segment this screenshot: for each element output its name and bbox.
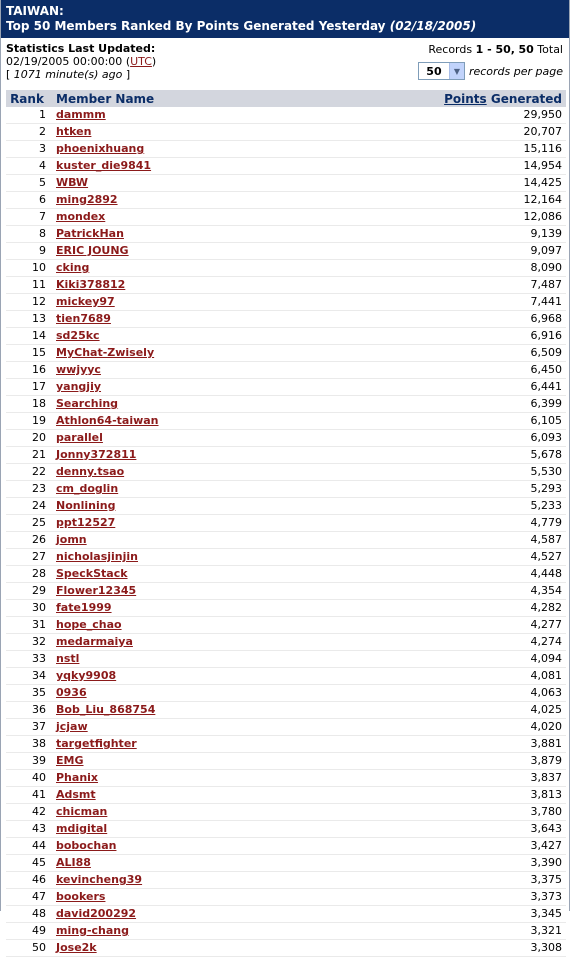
member-link[interactable]: Athlon64-taiwan [56, 414, 159, 427]
member-link[interactable]: parallel [56, 431, 103, 444]
table-row [6, 736, 566, 753]
member-link[interactable]: Flower12345 [56, 584, 137, 597]
rank-cell: 29 [6, 583, 48, 600]
member-cell [48, 923, 294, 940]
points-cell: 3,308 [294, 940, 566, 957]
table-row [6, 158, 566, 175]
member-cell [48, 362, 294, 379]
member-link[interactable]: dammm [56, 108, 106, 121]
member-link[interactable]: jomn [56, 533, 87, 546]
member-cell [48, 192, 294, 209]
table-row [6, 872, 566, 889]
member-cell [48, 600, 294, 617]
rank-cell: 6 [6, 192, 48, 209]
member-link[interactable]: nicholasjinjin [56, 550, 138, 563]
table-row [6, 226, 566, 243]
member-link[interactable]: mickey97 [56, 295, 115, 308]
points-cell: 6,093 [294, 430, 566, 447]
member-cell [48, 617, 294, 634]
table-row [6, 447, 566, 464]
table-row [6, 141, 566, 158]
records-total: 50 [518, 43, 534, 56]
per-page-value: 50 [426, 64, 442, 78]
member-link[interactable]: 0936 [56, 686, 87, 699]
member-link[interactable]: fate1999 [56, 601, 112, 614]
points-cell: 12,086 [294, 209, 566, 226]
member-link[interactable]: Nonlining [56, 499, 116, 512]
member-cell [48, 583, 294, 600]
member-link[interactable]: phoenixhuang [56, 142, 145, 155]
member-cell [48, 753, 294, 770]
points-cell: 3,427 [294, 838, 566, 855]
rank-cell: 5 [6, 175, 48, 192]
member-cell [48, 889, 294, 906]
rank-cell: 13 [6, 311, 48, 328]
member-link[interactable]: mondex [56, 210, 106, 223]
member-link[interactable]: ppt12527 [56, 516, 116, 529]
member-link[interactable]: EMG [56, 754, 84, 767]
rank-cell: 21 [6, 447, 48, 464]
rank-cell: 38 [6, 736, 48, 753]
col-rank: Rank [6, 90, 48, 107]
points-cell: 4,587 [294, 532, 566, 549]
stats-timestamp: 02/19/2005 00:00:00 [6, 55, 123, 68]
member-cell [48, 855, 294, 872]
points-cell: 7,487 [294, 277, 566, 294]
member-link[interactable]: targetfighter [56, 737, 137, 750]
tz-close: ) [151, 55, 157, 68]
member-link[interactable]: nstl [56, 652, 80, 665]
rank-cell: 40 [6, 770, 48, 787]
table-row [6, 940, 566, 957]
member-link[interactable]: ERIC JOUNG [56, 244, 129, 257]
member-cell [48, 124, 294, 141]
member-cell [48, 685, 294, 702]
member-link[interactable]: cm_doglin [56, 482, 119, 495]
points-cell: 29,950 [294, 107, 566, 124]
table-row [6, 889, 566, 906]
member-link[interactable]: bookers [56, 890, 106, 903]
table-row [6, 498, 566, 515]
table-row [6, 294, 566, 311]
member-cell [48, 175, 294, 192]
member-cell [48, 430, 294, 447]
member-cell [48, 787, 294, 804]
member-link[interactable]: sd25kc [56, 329, 100, 342]
page-title [6, 18, 564, 34]
chevron-down-icon[interactable]: ▼ [449, 63, 464, 79]
member-link[interactable]: bobochan [56, 839, 117, 852]
table-row [6, 923, 566, 940]
rank-cell: 18 [6, 396, 48, 413]
rank-cell: 33 [6, 651, 48, 668]
rank-cell: 22 [6, 464, 48, 481]
table-row [6, 532, 566, 549]
member-link[interactable]: wwjyyc [56, 363, 101, 376]
points-cell: 3,879 [294, 753, 566, 770]
points-cell: 6,105 [294, 413, 566, 430]
member-cell [48, 396, 294, 413]
member-cell [48, 328, 294, 345]
member-link[interactable]: mdigital [56, 822, 108, 835]
member-link[interactable]: ALI88 [56, 856, 91, 869]
member-cell [48, 838, 294, 855]
table-row [6, 702, 566, 719]
rank-cell: 26 [6, 532, 48, 549]
member-cell [48, 566, 294, 583]
rank-cell: 34 [6, 668, 48, 685]
table-row [6, 634, 566, 651]
rank-cell: 28 [6, 566, 48, 583]
member-link[interactable]: hope_chao [56, 618, 122, 631]
ranking-table [6, 90, 566, 957]
rank-cell: 42 [6, 804, 48, 821]
member-cell [48, 345, 294, 362]
table-row [6, 515, 566, 532]
age-close: ] [125, 68, 131, 81]
member-cell [48, 940, 294, 957]
points-cell: 4,025 [294, 702, 566, 719]
points-cell: 4,779 [294, 515, 566, 532]
points-cell: 6,916 [294, 328, 566, 345]
member-link[interactable]: jcjaw [56, 720, 88, 733]
table-row [6, 685, 566, 702]
points-cell: 3,643 [294, 821, 566, 838]
rank-cell: 48 [6, 906, 48, 923]
member-link[interactable]: yangjiy [56, 380, 102, 393]
member-link[interactable]: Jonny372811 [56, 448, 137, 461]
rank-cell: 35 [6, 685, 48, 702]
col-member-name: Member Name [48, 90, 294, 107]
points-cell: 4,527 [294, 549, 566, 566]
points-cell: 3,813 [294, 787, 566, 804]
rank-cell: 50 [6, 940, 48, 957]
points-cell: 4,081 [294, 668, 566, 685]
points-cell: 20,707 [294, 124, 566, 141]
table-row [6, 906, 566, 923]
points-cell: 3,390 [294, 855, 566, 872]
table-row [6, 413, 566, 430]
points-cell: 14,425 [294, 175, 566, 192]
points-cell: 6,509 [294, 345, 566, 362]
page-header [1, 0, 569, 38]
table-row [6, 600, 566, 617]
table-row [6, 362, 566, 379]
col-points-rest: Generated [486, 91, 562, 106]
rank-cell: 8 [6, 226, 48, 243]
points-cell: 6,968 [294, 311, 566, 328]
member-link[interactable]: MyChat-Zwisely [56, 346, 155, 359]
points-cell: 4,282 [294, 600, 566, 617]
rank-cell: 43 [6, 821, 48, 838]
points-cell: 3,345 [294, 906, 566, 923]
member-link[interactable]: cking [56, 261, 90, 274]
rank-cell: 46 [6, 872, 48, 889]
table-row [6, 566, 566, 583]
member-cell [48, 549, 294, 566]
rank-cell: 14 [6, 328, 48, 345]
table-row [6, 175, 566, 192]
points-cell: 4,277 [294, 617, 566, 634]
member-link[interactable]: david200292 [56, 907, 137, 920]
rank-cell: 27 [6, 549, 48, 566]
stats-info [6, 42, 156, 81]
member-cell [48, 532, 294, 549]
records-info [418, 43, 563, 80]
member-cell [48, 209, 294, 226]
rank-cell: 39 [6, 753, 48, 770]
table-row [6, 260, 566, 277]
member-cell [48, 464, 294, 481]
points-cell: 3,375 [294, 872, 566, 889]
points-cell: 9,097 [294, 243, 566, 260]
table-row [6, 430, 566, 447]
table-header-row [6, 90, 566, 107]
member-link[interactable]: Bob_Liu_868754 [56, 703, 156, 716]
points-cell: 3,373 [294, 889, 566, 906]
table-row [6, 753, 566, 770]
member-link[interactable]: htken [56, 125, 92, 138]
table-row [6, 651, 566, 668]
rank-cell: 7 [6, 209, 48, 226]
table-row [6, 804, 566, 821]
member-cell [48, 158, 294, 175]
rank-cell: 45 [6, 855, 48, 872]
member-cell [48, 498, 294, 515]
table-row [6, 464, 566, 481]
member-link[interactable]: medarmaiya [56, 635, 133, 648]
table-row [6, 617, 566, 634]
member-link[interactable]: tien7689 [56, 312, 111, 325]
member-cell [48, 719, 294, 736]
member-link[interactable]: ming2892 [56, 193, 118, 206]
rank-cell: 47 [6, 889, 48, 906]
stats-bar [1, 38, 569, 90]
member-cell [48, 634, 294, 651]
rank-cell: 23 [6, 481, 48, 498]
per-page-select[interactable] [418, 62, 465, 80]
tz-open: ( [125, 55, 131, 68]
member-cell [48, 294, 294, 311]
rank-cell: 25 [6, 515, 48, 532]
points-cell: 4,063 [294, 685, 566, 702]
rank-cell: 31 [6, 617, 48, 634]
rank-cell: 24 [6, 498, 48, 515]
rank-cell: 1 [6, 107, 48, 124]
table-row [6, 481, 566, 498]
title-date: (02/18/2005) [389, 19, 477, 33]
sort-points-link[interactable]: Points [444, 91, 487, 106]
table-row [6, 838, 566, 855]
table-row [6, 209, 566, 226]
per-page-control [418, 62, 563, 80]
utc-link[interactable]: UTC [130, 55, 152, 68]
age-open: [ [6, 68, 11, 81]
rank-cell: 9 [6, 243, 48, 260]
rank-cell: 16 [6, 362, 48, 379]
rank-cell: 3 [6, 141, 48, 158]
points-cell: 6,450 [294, 362, 566, 379]
rank-cell: 32 [6, 634, 48, 651]
table-row [6, 821, 566, 838]
rank-cell: 49 [6, 923, 48, 940]
member-cell [48, 447, 294, 464]
table-row [6, 770, 566, 787]
member-cell [48, 872, 294, 889]
points-cell: 4,448 [294, 566, 566, 583]
points-cell: 4,020 [294, 719, 566, 736]
title-text: Top 50 Members Ranked By Points Generated Yesterday [6, 19, 386, 33]
points-cell: 3,321 [294, 923, 566, 940]
member-link[interactable]: kuster_die9841 [56, 159, 152, 172]
table-body [6, 107, 566, 957]
member-cell [48, 736, 294, 753]
member-link[interactable]: Phanix [56, 771, 99, 784]
member-link[interactable]: Adsmt [56, 788, 96, 801]
col-points [294, 90, 566, 107]
table-row [6, 668, 566, 685]
points-cell: 5,293 [294, 481, 566, 498]
points-cell: 5,678 [294, 447, 566, 464]
per-page-label: records per page [468, 64, 563, 78]
points-cell: 8,090 [294, 260, 566, 277]
member-cell [48, 260, 294, 277]
table-row [6, 787, 566, 804]
member-cell [48, 311, 294, 328]
rank-cell: 15 [6, 345, 48, 362]
member-link[interactable]: yqky9908 [56, 669, 117, 682]
rank-cell: 4 [6, 158, 48, 175]
rank-cell: 36 [6, 702, 48, 719]
points-cell: 5,530 [294, 464, 566, 481]
member-cell [48, 277, 294, 294]
points-cell: 9,139 [294, 226, 566, 243]
table-row [6, 345, 566, 362]
member-link[interactable]: chicman [56, 805, 108, 818]
stats-label: Statistics Last Updated: [6, 42, 156, 55]
member-link[interactable]: kevincheng39 [56, 873, 143, 886]
member-cell [48, 141, 294, 158]
member-link[interactable]: ming-chang [56, 924, 129, 937]
table-row [6, 719, 566, 736]
member-cell [48, 770, 294, 787]
points-cell: 15,116 [294, 141, 566, 158]
points-cell: 4,274 [294, 634, 566, 651]
member-cell [48, 481, 294, 498]
member-cell [48, 668, 294, 685]
member-cell [48, 226, 294, 243]
points-cell: 6,399 [294, 396, 566, 413]
member-cell [48, 702, 294, 719]
records-range: 1 - 50, [475, 43, 515, 56]
table-row [6, 192, 566, 209]
member-cell [48, 243, 294, 260]
records-total-label: Total [537, 43, 563, 56]
member-cell [48, 413, 294, 430]
table-row [6, 855, 566, 872]
points-cell: 3,837 [294, 770, 566, 787]
member-link[interactable]: Jose2k [56, 941, 97, 954]
rank-cell: 2 [6, 124, 48, 141]
rank-cell: 17 [6, 379, 48, 396]
rank-cell: 37 [6, 719, 48, 736]
table-row [6, 583, 566, 600]
table-row [6, 277, 566, 294]
points-cell: 14,954 [294, 158, 566, 175]
member-link[interactable]: denny.tsao [56, 465, 125, 478]
table-row [6, 243, 566, 260]
member-cell [48, 804, 294, 821]
member-cell [48, 515, 294, 532]
member-cell [48, 906, 294, 923]
rank-cell: 20 [6, 430, 48, 447]
table-row [6, 549, 566, 566]
points-cell: 5,233 [294, 498, 566, 515]
table-row [6, 107, 566, 124]
table-row [6, 379, 566, 396]
rank-cell: 41 [6, 787, 48, 804]
points-cell: 7,441 [294, 294, 566, 311]
points-cell: 12,164 [294, 192, 566, 209]
points-cell: 4,354 [294, 583, 566, 600]
rank-cell: 11 [6, 277, 48, 294]
member-cell [48, 651, 294, 668]
member-cell [48, 821, 294, 838]
table-row [6, 124, 566, 141]
member-link[interactable]: Kiki378812 [56, 278, 126, 291]
stats-age: 1071 minute(s) ago [13, 68, 123, 81]
rank-cell: 30 [6, 600, 48, 617]
member-link[interactable]: Searching [56, 397, 119, 410]
table-row [6, 328, 566, 345]
table-row [6, 311, 566, 328]
points-cell: 3,881 [294, 736, 566, 753]
points-cell: 3,780 [294, 804, 566, 821]
points-cell: 4,094 [294, 651, 566, 668]
rank-cell: 44 [6, 838, 48, 855]
member-link[interactable]: SpeckStack [56, 567, 128, 580]
table-row [6, 396, 566, 413]
member-link[interactable]: PatrickHan [56, 227, 124, 240]
region-title: TAIWAN: [6, 4, 64, 18]
member-cell [48, 107, 294, 124]
points-cell: 6,441 [294, 379, 566, 396]
member-cell [48, 379, 294, 396]
member-link[interactable]: WBW [56, 176, 89, 189]
rank-cell: 10 [6, 260, 48, 277]
rank-cell: 19 [6, 413, 48, 430]
records-label: Records [428, 43, 473, 56]
rank-cell: 12 [6, 294, 48, 311]
